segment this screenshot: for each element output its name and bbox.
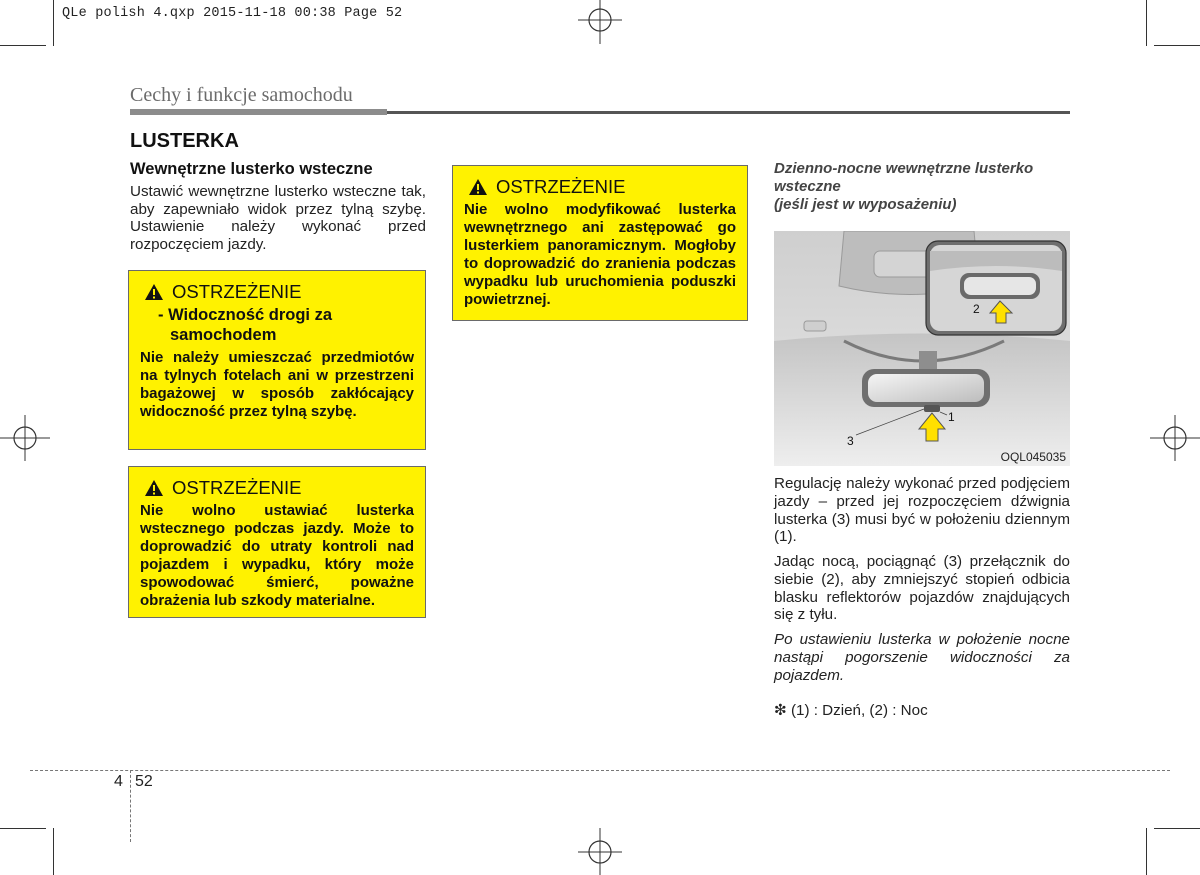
crop-mark [1154, 45, 1200, 46]
figure-caption [774, 160, 1070, 214]
caption-title: Dzienno-nocne wewnętrzne lusterko wsteczne [774, 160, 1034, 195]
warning-body: Nie należy umieszczać przedmiotów na tylnych fotelach ani w przestrzeni bagażowej w sposób zakłócający widoczność przez tylną szybę. [140, 348, 414, 420]
crop-mark [53, 828, 54, 875]
registration-mark-right [1150, 413, 1200, 463]
title-rule [130, 109, 1070, 115]
figure-code: OQL045035 [1000, 450, 1066, 464]
warning-body: Nie wolno modyfikować lusterka wewnętrznego ani zastępować go lusterkiem panoramicznym. Mogłoby to doprowadzić do zranienia podczas wypadku lub uruchomienia poduszki powietrznej. [464, 201, 736, 308]
warning-body: Nie wolno ustawiać lusterka wstecznego podczas jazdy. Może to doprowadzić do utraty kontroli nad pojazdem i wypadku, który może spowodować śmierć, poważne obrażenia lub szkody materialne. [140, 502, 414, 609]
paragraph-night-warning: Po ustawieniu lusterka w położenie nocne nastąpi pogorszenie widoczności za pojazdem. [774, 631, 1070, 684]
crop-mark [0, 45, 46, 46]
warning-box [452, 165, 748, 321]
warning-title: OSTRZEŻENIE [172, 477, 302, 498]
crop-mark [1146, 828, 1147, 875]
registration-mark-top [574, 0, 626, 44]
day-night-note: ❇ (1) : Dzień, (2) : Noc [774, 701, 928, 719]
footer-divider [130, 770, 131, 842]
print-slug: QLe polish 4.qxp 2015-11-18 00:38 Page 52 [62, 6, 403, 21]
intro-paragraph: Ustawić wewnętrzne lusterko wsteczne tak, aby zapewniało widok przez tylną szybę. Ustawienie należy wykonać przed rozpoczęciem jazdy. [130, 182, 426, 254]
footer-rule [30, 770, 1170, 771]
callout-2: 2 [973, 302, 980, 316]
caption-availability: (jeśli jest w wyposażeniu) [774, 196, 957, 213]
chapter-number: 4 [114, 773, 123, 790]
warning-box [128, 466, 426, 618]
crop-mark [1146, 0, 1147, 46]
mirror-illustration-graphic [774, 231, 1070, 466]
warning-subtitle: - Widoczność drogi za samochodem [158, 306, 333, 344]
warning-triangle-icon [468, 178, 488, 196]
paragraph-night-position: Jadąc nocą, pociągnąć (3) przełącznik do siebie (2), aby zmniejszyć stopień odbicia blasku reflektorów pojazdów znajdujących się z tyłu. [774, 553, 1070, 624]
callout-1: 1 [948, 410, 955, 424]
crop-mark [53, 0, 54, 46]
crop-mark [0, 828, 46, 829]
crop-mark [1154, 828, 1200, 829]
warning-triangle-icon [144, 479, 164, 497]
page-number: 52 [135, 773, 153, 790]
left-column [130, 160, 426, 254]
callout-3: 3 [847, 434, 854, 448]
right-body [774, 475, 1070, 719]
warning-box [128, 270, 426, 450]
section-heading: LUSTERKA [130, 130, 239, 152]
mirror-illustration [774, 231, 1070, 466]
chapter-title: Cechy i funkcje samochodu [130, 84, 353, 106]
warning-title: OSTRZEŻENIE [172, 281, 302, 302]
registration-mark-bottom [574, 828, 626, 875]
warning-title: OSTRZEŻENIE [496, 176, 626, 197]
registration-mark-left [0, 413, 50, 463]
paragraph-day-position: Regulację należy wykonać przed podjęciem jazdy – przed jej rozpoczęciem dźwignia lusterka (3) musi być w położeniu dziennym (1). [774, 475, 1070, 546]
subheading: Wewnętrzne lusterko wsteczne [130, 160, 373, 178]
warning-triangle-icon [144, 283, 164, 301]
